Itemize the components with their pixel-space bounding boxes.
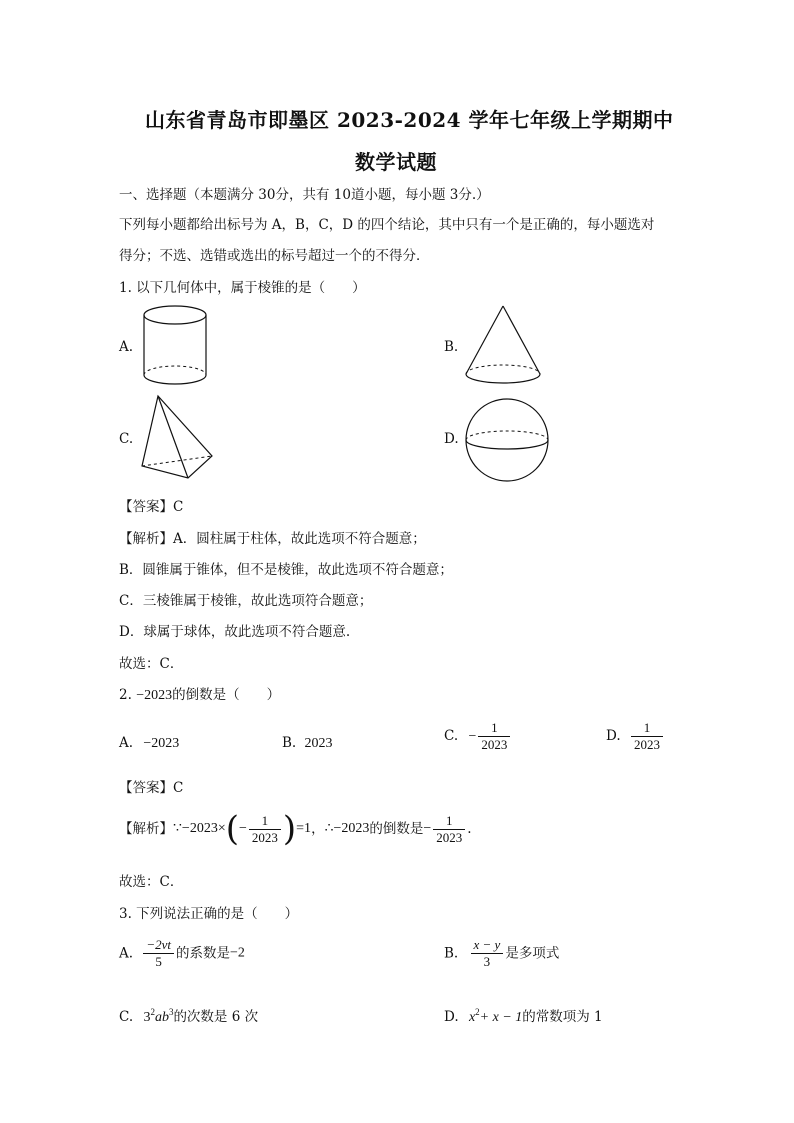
q3-stem: 3. 下列说法正确的是（ ） (119, 906, 299, 922)
option-label: C. (119, 1009, 134, 1025)
fraction (143, 937, 174, 970)
q2-stem (119, 686, 280, 705)
minus-sign: − (238, 821, 247, 836)
analysis-text: A．圆柱属于柱体，故此选项不符合题意； (173, 531, 426, 547)
q2-answer: 【答案】C (119, 780, 184, 796)
pyramid-figure (140, 392, 218, 484)
minus-sign-2: − (423, 821, 432, 836)
fraction-denominator: 2023 (631, 736, 663, 753)
comma: ， (311, 821, 325, 837)
fraction-denominator: 2023 (433, 829, 465, 846)
monomial (143, 1007, 174, 1025)
page-subtitle: 数学试题 (355, 150, 437, 174)
fraction (478, 720, 510, 753)
q1-stem: 1. 以下几何体中，属于棱锥的是（ ） (119, 280, 366, 296)
option-text: 的常数项为 1 (522, 1009, 603, 1025)
q3-option-d (444, 1003, 603, 1027)
fraction (433, 813, 465, 846)
fraction-denominator: 3 (471, 953, 504, 970)
option-label: C. (444, 728, 459, 744)
fraction-denominator: 2023 (249, 829, 281, 846)
q2-expression: −2023 (136, 688, 173, 703)
q3-option-b (444, 937, 559, 970)
section-intro-line2: 得分；不选、选错或选出的标号超过一个的不得分． (119, 248, 430, 264)
left-paren: ( (225, 809, 239, 849)
fraction (631, 720, 663, 753)
option-text: 的次数是 6 次 (173, 1009, 259, 1025)
section-heading: 一、选择题（本题满分 30分，共有 10道小题，每小题 3分.） (119, 187, 490, 203)
option-text: 是多项式 (505, 945, 560, 962)
section-intro-line1: 下列每小题都给出标号为 A，B，C，D 的四个结论，其中只有一个是正确的，每小题选对 (119, 217, 655, 233)
analysis-label: 【解析】 (119, 821, 173, 837)
option-label: A. (119, 735, 134, 751)
coefficient: 3 (143, 1010, 151, 1025)
exponent: 2 (150, 1007, 155, 1017)
polynomial (468, 1007, 523, 1025)
q1-analysis-line2: B．圆锥属于锥体，但不是棱锥，故此选项不符合题意； (119, 562, 453, 578)
option-value: 2023 (304, 736, 333, 751)
fraction-numerator: 1 (261, 812, 269, 828)
fraction (471, 937, 504, 970)
option-text: 的系数是 (176, 945, 230, 962)
fraction-denominator: 5 (143, 953, 174, 970)
q1-option-a-label: A. (119, 339, 134, 355)
analysis-expression-2: −2023 (333, 821, 370, 836)
because-symbol: ∵ (173, 821, 182, 836)
option-value: −2 (230, 945, 245, 961)
fraction-numerator: 1 (491, 720, 498, 735)
cone-figure (462, 303, 544, 387)
option-label: A. (119, 945, 134, 962)
analysis-expression: −2023× (181, 821, 226, 836)
option-label: B. (282, 735, 297, 751)
cylinder-figure (140, 303, 212, 387)
fraction-denominator: 2023 (478, 736, 510, 753)
exponent: 2 (475, 1007, 480, 1017)
q1-option-d-label: D. (444, 431, 459, 447)
analysis-text: 的倒数是 (369, 821, 424, 837)
variables: ab (154, 1010, 169, 1025)
period: . (467, 821, 472, 837)
option-label: D. (606, 728, 621, 744)
q1-analysis-line3: C．三棱锥属于棱锥，故此选项符合题意； (119, 593, 373, 609)
sphere-figure (464, 397, 550, 483)
option-label: D. (444, 1009, 459, 1025)
q3-option-c (119, 1003, 258, 1027)
q2-number: 2. (119, 687, 132, 703)
q1-option-c-label: C. (119, 431, 134, 447)
fraction-numerator: x − y (473, 937, 501, 952)
analysis-label: 【解析】 (119, 531, 173, 547)
q1-analysis-line1 (119, 530, 426, 548)
therefore-symbol: ∴ (324, 821, 334, 836)
exponent: 3 (168, 1007, 174, 1017)
equals-one: =1 (296, 821, 312, 836)
q1-conclusion: 故选：C． (119, 656, 184, 672)
variable: x (468, 1010, 476, 1025)
q2-conclusion: 故选：C． (119, 874, 184, 890)
fraction-numerator: 1 (643, 720, 651, 735)
polynomial-rest: + x − 1 (479, 1010, 523, 1025)
q2-option-a (119, 734, 179, 753)
right-paren: ) (282, 809, 297, 849)
q3-option-a (119, 937, 245, 970)
q2-option-d (606, 720, 665, 753)
q2-option-b (282, 734, 333, 753)
q1-analysis-line4: D．球属于球体，故此选项不符合题意. (119, 624, 351, 640)
option-sign: − (468, 728, 477, 744)
q2-stem-text: 的倒数是（ ） (172, 687, 281, 703)
page-title: 山东省青岛市即墨区 2023-2024 学年七年级上学期期中 (145, 108, 674, 132)
fraction-numerator: 1 (446, 812, 453, 828)
option-label: B. (444, 945, 459, 962)
fraction-numerator: −2vt (146, 937, 171, 952)
q1-answer: 【答案】C (119, 499, 184, 515)
q2-option-c (444, 720, 512, 753)
option-value: −2023 (143, 736, 180, 751)
q1-option-b-label: B. (444, 339, 459, 355)
fraction (249, 813, 281, 846)
q2-analysis (119, 809, 472, 849)
